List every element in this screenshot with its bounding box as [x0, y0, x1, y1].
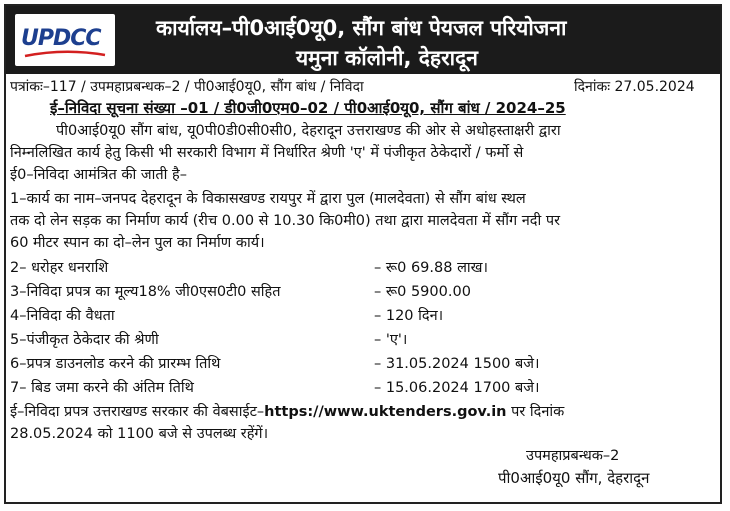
logo-swoosh-icon [23, 50, 107, 58]
notice-frame [4, 4, 722, 504]
work-line: 60 मीटर स्पान का दो–लेन पुल का निर्माण कार्य। [10, 235, 265, 251]
item-value: – रू0 69.88 लाख। [374, 260, 489, 276]
item-value: – रू0 5900.00 [374, 284, 471, 300]
reference-number: पत्रांकः–117 / उपमहाप्रबन्धक–2 / पी0आई0यू0, सौंग बांध / निविदा [10, 79, 364, 95]
item-label: 5–पंजीकृत ठेकेदार की श्रेणी [10, 332, 159, 348]
item-value: – 15.06.2024 1700 बजे। [374, 380, 540, 396]
updcc-logo [15, 14, 115, 66]
notice-title: ई–निविदा सूचना संख्या –01 / डी0जी0एम0–02 / पी0आई0यू0, सौंग बांध / 2024–25 [50, 99, 566, 117]
item-value: – 120 दिन। [374, 308, 444, 324]
work-line: तक दो लेन सड़क का निर्माण कार्य (रीच 0.00 से 10.30 कि0मी0) तथा द्वारा मालदेवता में सौंग नदी पर [10, 213, 561, 229]
item-label: 2– धरोहर धनराशि [10, 260, 109, 276]
office-address: यमुना कॉलोनी, देहरादून [296, 46, 478, 70]
website-suffix: पर दिनांक [506, 404, 565, 420]
item-value: – 'ए'। [374, 332, 408, 348]
item-value: – 31.05.2024 1500 बजे। [374, 356, 540, 372]
website-line [10, 403, 564, 421]
signatory-office: पी0आई0यू0 सौंग, देहरादून [498, 469, 650, 487]
intro-line: पी0आई0यू0 सौंग बांध, यू0पी0डी0सी0सी0, देहरादून उत्तराखण्ड की ओर से अधोहस्ताक्षरी द्वारा [56, 123, 561, 139]
notice-header [6, 6, 720, 74]
notice-date: दिनांकः 27.05.2024 [574, 79, 695, 95]
website-availability: 28.05.2024 को 1100 बजे से उपलब्ध रहेंगें। [10, 426, 269, 442]
intro-line: निम्नलिखित कार्य हेतु किसी भी सरकारी विभाग में निर्धारित श्रेणी 'ए' में पंजीकृत ठेकेदारों / फर्मो से [10, 145, 524, 161]
item-label: 6–प्रपत्र डाउनलोड करने की प्रारम्भ तिथि [10, 356, 221, 372]
work-line: 1–कार्य का नाम–जनपद देहरादून के विकासखण्ड रायपुर में द्वारा पुल (मालदेवता) से सौंग बांध स्थल [10, 191, 526, 207]
item-label: 3–निविदा प्रपत्र का मूल्य18% जी0एस0टी0 सहित [10, 284, 281, 300]
office-title: कार्यालय–पी0आई0यू0, सौंग बांध पेयजल परियोजना [156, 16, 567, 40]
signatory-designation: उपमहाप्रबन्धक–2 [526, 448, 620, 464]
logo-text: UPDCC [21, 26, 101, 51]
item-label: 4–निविदा की वैधता [10, 308, 115, 324]
intro-line: ई0–निविदा आमंत्रित की जाती है– [10, 167, 187, 183]
tender-website-link[interactable]: https://www.uktenders.gov.in [264, 404, 507, 420]
website-prefix: ई–निविदा प्रपत्र उत्तराखण्ड सरकार की वेबसाईट– [10, 404, 265, 420]
item-label: 7– बिड जमा करने की अंतिम तिथि [10, 380, 194, 396]
